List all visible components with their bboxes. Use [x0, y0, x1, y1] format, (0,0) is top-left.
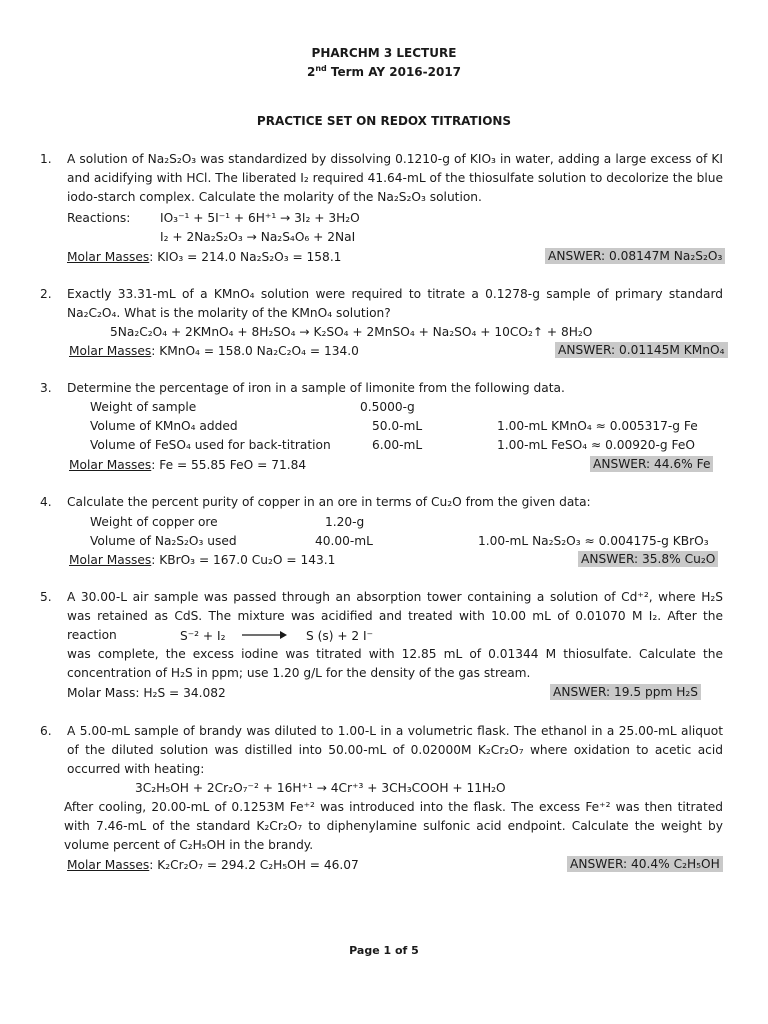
problem-number: 2.: [40, 287, 52, 301]
data-label: Weight of sample: [90, 400, 197, 414]
problem-number: 6.: [40, 724, 52, 738]
problem-number: 3.: [40, 381, 52, 395]
data-label: Volume of Na₂S₂O₃ used: [90, 534, 237, 548]
answer-box: ANSWER: 35.8% Cu₂O: [578, 551, 718, 567]
problem-text: Calculate the percent purity of copper in an ore in terms of Cu₂O from the given data:: [67, 495, 591, 509]
problem-text: was complete, the excess iodine was titrated with 12.85 mL of 0.01344 M thiosulfate. Calculate the concentration of H₂S in ppm; use 1.20 g/L for the density of the gas stream.: [67, 647, 723, 680]
term-suffix: nd: [315, 64, 327, 73]
data-label: Volume of FeSO₄ used for back-titration: [90, 438, 331, 452]
molar-masses-label: Molar Mass:: [67, 686, 140, 700]
problem-text: A solution of Na₂S₂O₃ was standardized by dissolving 0.1210-g of KIO₃ in water, adding a large excess of KI and acidifying with HCl. The liberated I₂ required 41.64-mL of the thiosulfate solution to decolorize the blue iodo-starch complex. Calculate the molarity of the Na₂S₂O₃ solution.: [67, 152, 723, 204]
molar-masses: [67, 857, 359, 873]
reaction-arrow-icon: [242, 630, 288, 640]
molar-masses-values: : KIO₃ = 214.0 Na₂S₂O₃ = 158.1: [149, 250, 342, 264]
reaction-right: S (s) + 2 I⁻: [306, 629, 374, 643]
data-value: 0.5000-g: [360, 400, 415, 414]
molar-masses-values: H₂S = 34.082: [139, 686, 226, 700]
data-equivalence: 1.00-mL Na₂S₂O₃ ≈ 0.004175-g KBrO₃: [478, 534, 709, 548]
data-label: Weight of copper ore: [90, 515, 218, 529]
problem-text: A 30.00-L air sample was passed through an absorption tower containing a solution of Cd⁺², where H₂S was retained as CdS. The mixture was acidified and treated with 10.00 mL of 0.01070 M I₂. After the reaction: [67, 590, 723, 642]
data-value: 1.20-g: [325, 515, 365, 529]
reaction-equation: 3C₂H₅OH + 2Cr₂O₇⁻² + 16H⁺¹ → 4Cr⁺³ + 3CH₃COOH + 11H₂O: [135, 781, 506, 795]
answer-box: ANSWER: 44.6% Fe: [590, 456, 713, 472]
page-number: Page 1 of 5: [349, 944, 419, 957]
reactions-label: Reactions:: [67, 211, 131, 225]
data-equivalence: 1.00-mL KMnO₄ ≈ 0.005317-g Fe: [497, 419, 698, 433]
problem-text: A 5.00-mL sample of brandy was diluted to 1.00-L in a volumetric flask. The ethanol in a 25.00-mL aliquot of the diluted solution was distilled into 50.00-mL of 0.02000M K₂Cr₂O₇ where oxidation to acetic acid occurred with heating:: [67, 724, 723, 776]
molar-masses: [69, 457, 306, 473]
answer-box: ANSWER: 0.01145M KMnO₄: [555, 342, 728, 358]
molar-masses-label: Molar Masses: [69, 553, 152, 567]
problem-text: After cooling, 20.00-mL of 0.1253M Fe⁺² was introduced into the flask. The excess Fe⁺² was then titrated with 7.46-mL of the standard K₂Cr₂O₇ to diphenylamine sulfonic acid endpoint. Calculate the weight by volume percent of C₂H₅OH in the brandy.: [64, 800, 723, 852]
course-title: PHARCHM 3 LECTURE: [311, 46, 457, 60]
problem-number: 5.: [40, 590, 52, 604]
data-value: 50.0-mL: [372, 419, 423, 433]
molar-masses: [69, 343, 359, 359]
answer-box: ANSWER: 19.5 ppm H₂S: [550, 684, 701, 700]
molar-masses-values: : K₂Cr₂O₇ = 294.2 C₂H₅OH = 46.07: [149, 858, 359, 872]
problem-text: Determine the percentage of iron in a sample of limonite from the following data.: [67, 381, 565, 395]
term-ordinal: 2: [306, 65, 316, 79]
molar-masses: [69, 552, 335, 568]
answer-box: ANSWER: 40.4% C₂H₅OH: [567, 856, 723, 872]
molar-masses-label: Molar Masses: [69, 344, 152, 358]
molar-masses: [67, 249, 341, 265]
molar-masses: [67, 685, 226, 701]
molar-masses-values: : KMnO₄ = 158.0 Na₂C₂O₄ = 134.0: [151, 344, 359, 358]
problem-number: 1.: [40, 152, 52, 166]
molar-masses-label: Molar Masses: [67, 250, 150, 264]
molar-masses-values: : Fe = 55.85 FeO = 71.84: [151, 458, 307, 472]
problem-number: 4.: [40, 495, 52, 509]
term-rest: Term AY 2016-2017: [326, 65, 462, 79]
reaction-equation: IO₃⁻¹ + 5I⁻¹ + 6H⁺¹ → 3I₂ + 3H₂O: [160, 211, 360, 225]
molar-masses-values: : KBrO₃ = 167.0 Cu₂O = 143.1: [151, 553, 336, 567]
data-value: 6.00-mL: [372, 438, 423, 452]
reaction-left: S⁻² + I₂: [180, 629, 226, 643]
set-title: PRACTICE SET ON REDOX TITRATIONS: [256, 114, 512, 128]
molar-masses-label: Molar Masses: [67, 858, 150, 872]
data-value: 40.00-mL: [315, 534, 373, 548]
answer-box: ANSWER: 0.08147M Na₂S₂O₃: [545, 248, 725, 264]
problem-text: Exactly 33.31-mL of a KMnO₄ solution were required to titrate a 0.1278-g sample of primary standard Na₂C₂O₄. What is the molarity of the KMnO₄ solution?: [67, 287, 723, 320]
reaction-equation: 5Na₂C₂O₄ + 2KMnO₄ + 8H₂SO₄ → K₂SO₄ + 2MnSO₄ + Na₂SO₄ + 10CO₂↑ + 8H₂O: [110, 325, 593, 339]
data-label: Volume of KMnO₄ added: [90, 419, 238, 433]
term-line: [0, 65, 768, 79]
reaction-equation: I₂ + 2Na₂S₂O₃ → Na₂S₄O₆ + 2NaI: [160, 230, 356, 244]
data-equivalence: 1.00-mL FeSO₄ ≈ 0.00920-g FeO: [497, 438, 695, 452]
molar-masses-label: Molar Masses: [69, 458, 152, 472]
